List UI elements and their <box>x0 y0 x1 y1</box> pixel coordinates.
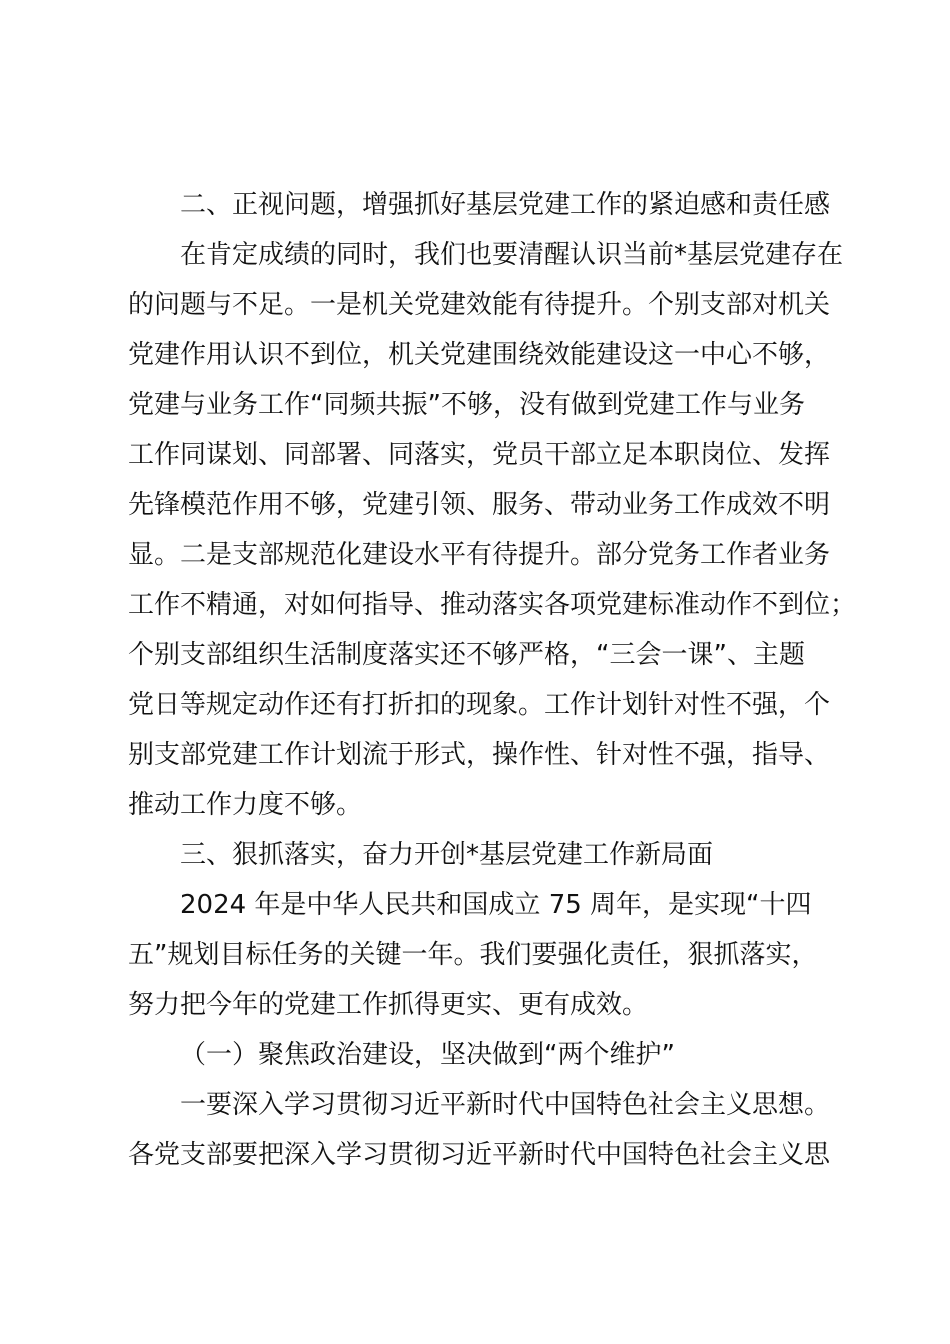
paragraph-line: 五”规划目标任务的关键一年。我们要强化责任，狠抓落实， <box>128 940 818 970</box>
paragraph-line: 党日等规定动作还有打折扣的现象。工作计划针对性不强，个 <box>128 690 831 720</box>
paragraph-line: 一要深入学习贯彻习近平新时代中国特色社会主义思想。 <box>180 1090 831 1120</box>
paragraph-line: 工作不精通，对如何指导、推动落实各项党建标准动作不到位； <box>128 590 857 620</box>
section-heading-3: 三、狠抓落实，奋力开创*基层党建工作新局面 <box>180 840 714 870</box>
paragraph-line: 先锋模范作用不够，党建引领、服务、带动业务工作成效不明 <box>128 490 831 520</box>
paragraph-line: 2024 年是中华人民共和国成立 75 周年，是实现“十四 <box>180 890 812 920</box>
paragraph-line: 别支部党建工作计划流于形式，操作性、针对性不强，指导、 <box>128 740 831 770</box>
paragraph-line: 工作同谋划、同部署、同落实，党员干部立足本职岗位、发挥 <box>128 440 831 470</box>
subsection-heading-1: （一）聚焦政治建设，坚决做到“两个维护” <box>180 1040 675 1070</box>
paragraph-line: 党建作用认识不到位，机关党建围绕效能建设这一中心不够， <box>128 340 831 370</box>
paragraph-line: 推动工作力度不够。 <box>128 790 363 820</box>
paragraph-line: 各党支部要把深入学习贯彻习近平新时代中国特色社会主义思 <box>128 1140 831 1170</box>
paragraph-line: 党建与业务工作“同频共振”不够，没有做到党建工作与业务 <box>128 390 805 420</box>
paragraph-line: 努力把今年的党建工作抓得更实、更有成效。 <box>128 990 649 1020</box>
paragraph-line: 显。二是支部规范化建设水平有待提升。部分党务工作者业务 <box>128 540 831 570</box>
paragraph-line: 个别支部组织生活制度落实还不够严格，“三会一课”、主题 <box>128 640 805 670</box>
paragraph-line: 的问题与不足。一是机关党建效能有待提升。个别支部对机关 <box>128 290 831 320</box>
section-heading-2: 二、正视问题，增强抓好基层党建工作的紧迫感和责任感 <box>180 190 831 220</box>
paragraph-line: 在肯定成绩的同时，我们也要清醒认识当前*基层党建存在 <box>180 240 844 270</box>
